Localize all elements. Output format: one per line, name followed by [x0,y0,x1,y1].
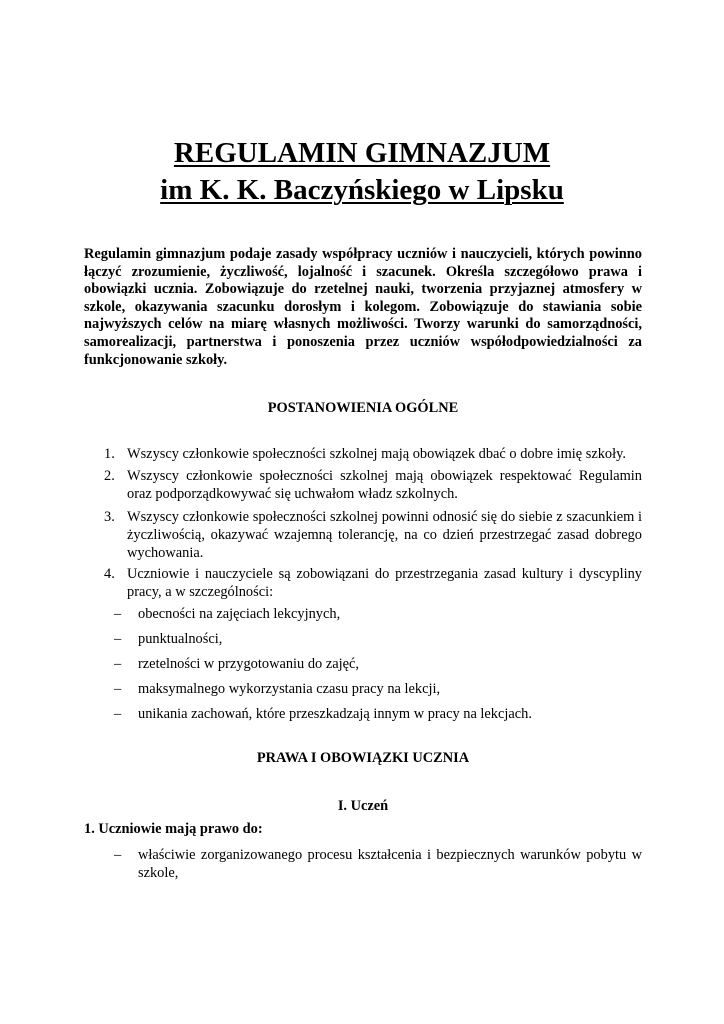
list-item-text: Wszyscy członkowie społeczności szkolnej mają obowiązek respektować Regulamin oraz podporządkowywać się uchwałom władz szkolnych. [127,468,642,502]
sub-list-item-text: rzetelności w przygotowaniu do zajęć, [138,656,359,672]
list-item-number: 3. [104,509,115,525]
list-item-text: Wszyscy członkowie społeczności szkolnej mają obowiązek dbać o dobre imię szkoły. [127,446,626,462]
sub-list-item-text: właściwie zorganizowanego procesu kształcenia i bezpiecznych warunków pobytu w szkole, [138,847,642,881]
document-subtitle: im K. K. Baczyńskiego w Lipsku [160,174,564,206]
dash-bullet: – [114,847,122,863]
list-item-text: Wszyscy członkowie społeczności szkolnej powinni odnosić się do siebie z szacunkiem i życzliwością, okazywać wzajemną tolerancję, na co dzień przestrzegać zasad dobrego wychowania. [127,509,642,561]
sub-list-item-text: unikania zachowań, które przeszkadzają innym w pracy na lekcjach. [138,706,532,722]
dash-bullet: – [114,631,122,647]
chapter-heading: I. Uczeń [337,798,389,814]
list-item-number: 4. [104,566,115,582]
document-title: REGULAMIN GIMNAZJUM [173,137,551,169]
sub-list-item-text: punktualności, [138,631,223,647]
dash-bullet: – [114,681,122,697]
rights-subheading: 1. Uczniowie mają prawo do: [84,821,263,837]
dash-bullet: – [114,706,122,722]
list-item-number: 1. [104,446,115,462]
sub-list-item-text: maksymalnego wykorzystania czasu pracy na lekcji, [138,681,441,697]
list-item-number: 2. [104,468,115,484]
intro-paragraph: Regulamin gimnazjum podaje zasady współpracy uczniów i nauczycieli, których powinno łączyć zrozumienie, życzliwość, lojalność i szacunek. Określa szczegółowo prawa i obowiązki ucznia. Zobowiązuje do rzetelnej nauki, tworzenia przyjaznej atmosfery w szkole, okazywania szacunku dorosłym i kolegom. Zobowiązuje do stawiania sobie najwyższych celów na miarę własnych możliwości. Tworzy warunki do samorządności, samorealizacji, partnerstwa i ponoszenia przez uczniów współodpowiedzialności za funkcjonowanie szkoły. [84,246,642,368]
dash-bullet: – [114,656,122,672]
list-item-text: Uczniowie i nauczyciele są zobowiązani do przestrzegania zasad kultury i dyscypliny pracy, a w szczególności: [127,566,642,600]
sub-list-item-text: obecności na zajęciach lekcyjnych, [138,606,341,622]
section-heading-general: POSTANOWIENIA OGÓLNE [267,400,459,416]
dash-bullet: – [114,606,122,622]
section-heading-rights: PRAWA I OBOWIĄZKI UCZNIA [256,750,470,766]
